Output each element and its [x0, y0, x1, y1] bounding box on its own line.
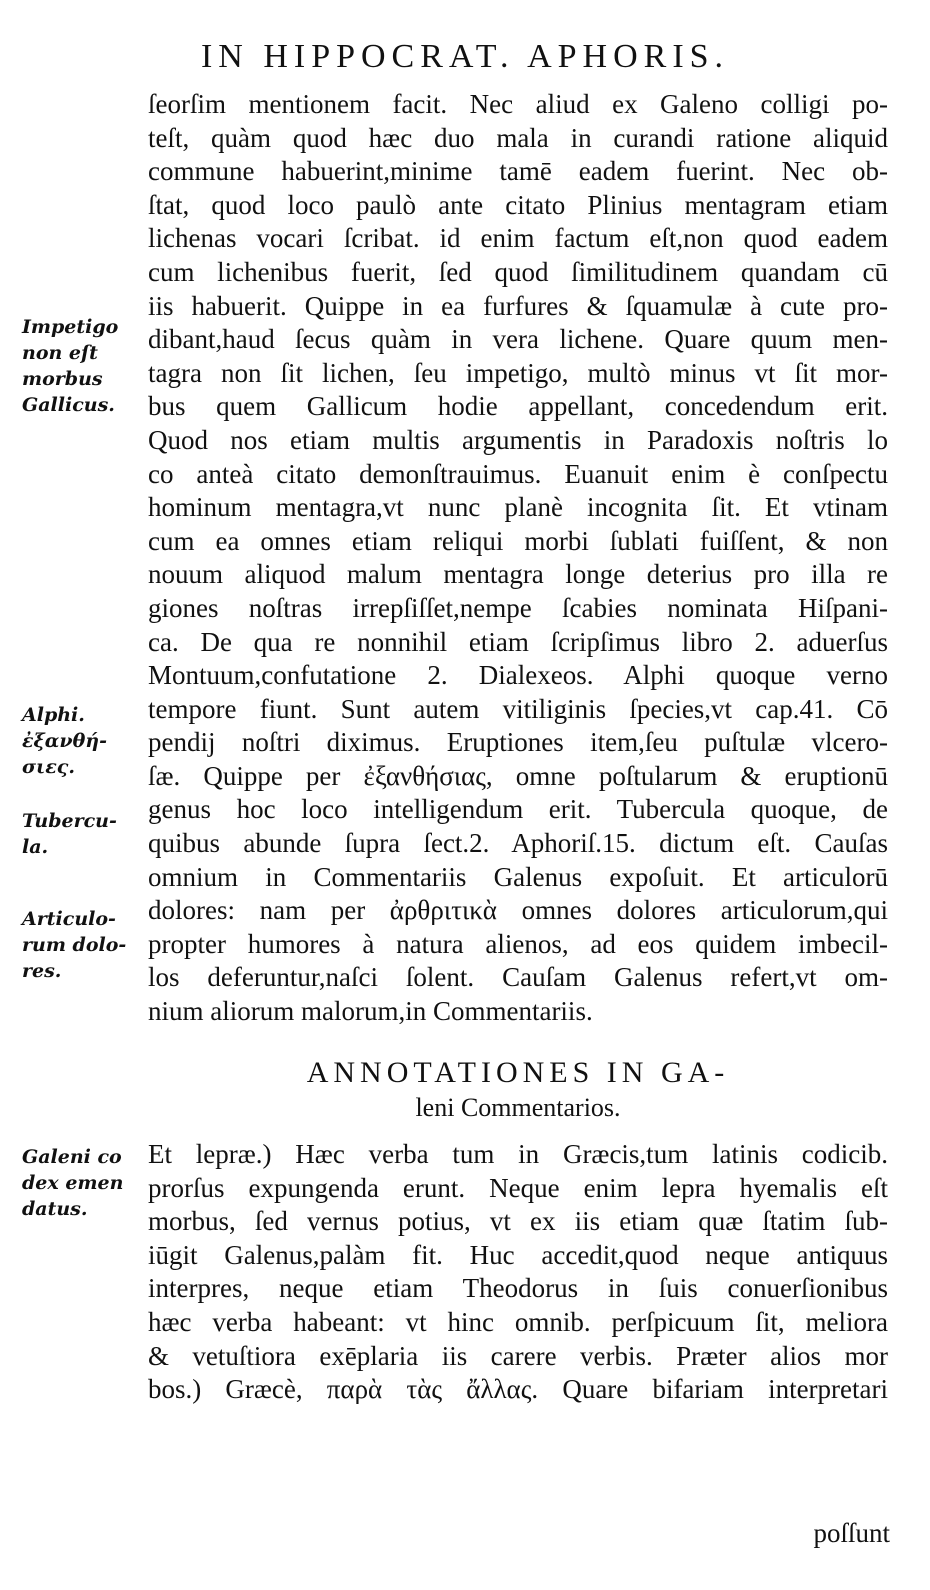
text-line: nium aliorum malorum,in Commentariis.: [148, 996, 593, 1027]
text-line: dibant,haud ſecus quàm in vera lichene. Quare quum men-: [148, 324, 888, 355]
running-title: IN HIPPOCRAT. APHORIS.: [200, 38, 730, 75]
margin-note-line: Impetigo: [22, 316, 119, 338]
text-line: & vetuſtiora exēplaria iis carere verbis. Præter alios mor: [148, 1340, 888, 1371]
annotation-text-block: [148, 1138, 888, 1407]
text-line: genus hoc loco intelligendum erit. Tubercula quoque, de: [148, 794, 888, 825]
text-line: iūgit Galenus,palàm fit. Huc accedit,quod neque antiquus: [148, 1239, 888, 1270]
text-line: tagra non ſit lichen, ſeu impetigo, multò minus vt ſit mor-: [148, 357, 888, 388]
margin-note-line: ἐξανθή-: [22, 730, 107, 752]
margin-note-line: dex emen: [22, 1172, 124, 1194]
margin-note-line: la.: [22, 836, 49, 858]
text-line: ſeorſim mentionem facit. Nec aliud ex Galeno colligi po-: [148, 89, 888, 119]
section-heading-line-2: leni Commentarios.: [415, 1093, 621, 1122]
text-line: lichenas vocari ſcribat. id enim factum eſt,non quod eadem: [148, 223, 888, 254]
text-line: los deferuntur,naſci ſolent. Cauſam Galenus refert,vt om-: [148, 962, 888, 993]
text-line: iis habuerit. Quippe in ea furfures & ſquamulæ à cute pro-: [148, 290, 888, 321]
margin-note-line: res.: [22, 960, 62, 982]
text-line: hominum mentagra,vt nunc planè incognita ſit. Et vtinam: [148, 492, 888, 523]
text-line: co anteà citato demonſtrauimus. Euanuit enim è conſpectu: [148, 458, 888, 489]
text-line: interpres, neque etiam Theodorus in ſuis conuerſionibus: [148, 1273, 888, 1304]
margin-note-impetigo: [22, 314, 146, 418]
text-line: ca. De qua re nonnihil etiam ſcripſimus libro 2. aduerſus: [148, 626, 888, 657]
text-line: Montuum,confutatione 2. Dialexeos. Alphi quoque verno: [148, 660, 888, 691]
margin-note-articulorum: [22, 906, 146, 984]
section-heading-line-1: ANNOTATIONES IN GA-: [306, 1056, 730, 1089]
text-line: prorſus expungenda erunt. Neque enim lepra hyemalis eſt: [148, 1172, 888, 1203]
text-line: commune habuerint,minime tamē eadem fuerint. Nec ob-: [148, 156, 888, 187]
text-line: pendij noſtri diximus. Eruptiones item,ſeu puſtulæ vlcero-: [148, 727, 888, 758]
text-line: nouum aliquod malum mentagra longe deterius pro illa re: [148, 559, 888, 590]
margin-note-alphi: [22, 702, 146, 780]
text-line: teſt, quàm quod hæc duo mala in curandi ratione aliquid: [148, 122, 888, 153]
text-line: propter humores à natura alienos, ad eos quidem imbecil-: [148, 928, 888, 959]
text-line: cum ea omnes etiam reliqui morbi ſublati fuiſſent, & non: [148, 525, 888, 556]
text-line: morbus, ſed vernus potius, vt ex iis etiam quæ ſtatim ſub-: [148, 1206, 888, 1237]
section-heading: [148, 1054, 888, 1124]
text-line: hæc verba habeant: vt hinc omnib. perſpicuum ſit, meliora: [148, 1306, 888, 1337]
margin-note-line: σιες.: [22, 756, 75, 778]
margin-note-galeni-codex: [22, 1144, 146, 1222]
margin-note-tubercula: [22, 808, 146, 860]
text-line: bus quem Gallicum hodie appellant, concedendum erit.: [148, 391, 888, 422]
margin-note-line: rum dolo-: [22, 934, 127, 956]
margin-note-line: datus.: [22, 1198, 88, 1220]
margin-note-line: Galeni co: [22, 1146, 122, 1168]
text-line: ſæ. Quippe per ἐξανθήσιας, omne poſtularum & eruptionū: [148, 760, 888, 791]
text-line: Et lepræ.) Hæc verba tum in Græcis,tum latinis codicib.: [148, 1139, 888, 1169]
margin-note-line: morbus: [22, 368, 103, 390]
text-line: bos.) Græcè, παρὰ τὰς ἄλλας. Quare bifariam interpretari: [148, 1374, 888, 1405]
margin-note-line: Gallicus.: [22, 394, 115, 416]
text-line: ſtat, quod loco paulò ante citato Plinius mentagram etiam: [148, 189, 888, 220]
text-line: Quod nos etiam multis argumentis in Paradoxis noſtris lo: [148, 424, 888, 455]
margin-note-line: non eſt: [22, 342, 98, 364]
catchword: poſſunt: [813, 1518, 890, 1548]
main-text-block: [148, 88, 888, 1029]
text-line: dolores: nam per ἀρθριτικὰ omnes dolores articulorum,qui: [148, 895, 888, 926]
text-line: giones noſtras irrepſiſſet,nempe ſcabies nominata Hiſpani-: [148, 592, 888, 623]
text-line: omnium in Commentariis Galenus expoſuit. Et articulorū: [148, 861, 888, 892]
margin-note-line: Tubercu-: [22, 810, 117, 832]
margin-note-line: Articulo-: [22, 908, 116, 930]
margin-note-line: Alphi.: [22, 704, 85, 726]
text-line: quibus abunde ſupra ſect.2. Aphoriſ.15. dictum eſt. Cauſas: [148, 828, 888, 859]
text-line: tempore fiunt. Sunt autem vitiliginis ſpecies,vt cap.41. Cō: [148, 693, 888, 724]
text-line: cum lichenibus fuerit, ſed quod ſimilitudinem quandam cū: [148, 256, 888, 287]
